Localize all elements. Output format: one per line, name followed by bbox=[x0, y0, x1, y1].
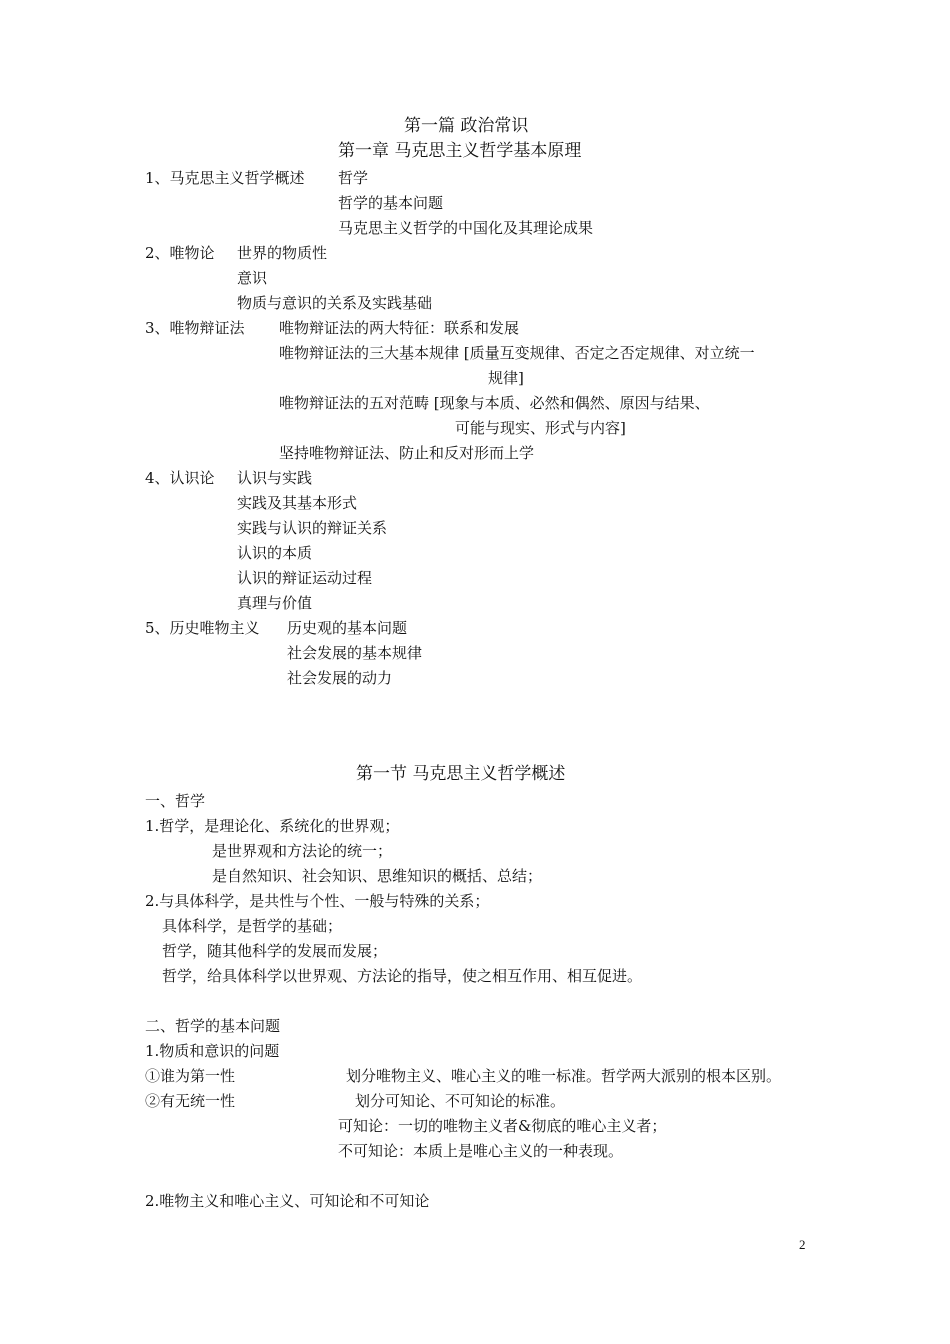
chapter-title: 第一章 马克思主义哲学基本原理 bbox=[338, 141, 582, 161]
paragraph: 2.唯物主义和唯心主义、可知论和不可知论 bbox=[145, 1192, 430, 1210]
outline-3-item: 唯物辩证法的三大基本规律 [质量互变规律、否定之否定规律、对立统一 bbox=[279, 344, 755, 362]
section-title: 第一节 马克思主义哲学概述 bbox=[356, 764, 566, 784]
outline-2-item: 世界的物质性 bbox=[237, 244, 328, 262]
question-item: ②有无统一性 bbox=[145, 1092, 236, 1110]
outline-4-item: 实践与认识的辩证关系 bbox=[237, 519, 388, 537]
outline-3-item: 坚持唯物辩证法、防止和反对形而上学 bbox=[279, 444, 535, 462]
outline-1-item: 马克思主义哲学的中国化及其理论成果 bbox=[338, 219, 594, 237]
paragraph: 2.与具体科学，是共性与个性、一般与特殊的关系； bbox=[145, 892, 490, 910]
paragraph: 1.哲学，是理论化、系统化的世界观； bbox=[145, 817, 400, 835]
outline-4-item: 实践及其基本形式 bbox=[237, 494, 358, 512]
part2-heading: 二、哲学的基本问题 bbox=[145, 1017, 281, 1035]
paragraph: 可知论：一切的唯物主义者&彻底的唯心主义者； bbox=[338, 1117, 667, 1135]
outline-1-item: 哲学的基本问题 bbox=[338, 194, 444, 212]
outline-4-item: 认识的本质 bbox=[237, 544, 313, 562]
outline-5-item: 社会发展的基本规律 bbox=[287, 644, 423, 662]
paragraph: 具体科学，是哲学的基础； bbox=[162, 917, 343, 935]
paragraph: 1.物质和意识的问题 bbox=[145, 1042, 280, 1060]
paragraph: 哲学，给具体科学以世界观、方法论的指导，使之相互作用、相互促进。 bbox=[162, 967, 643, 985]
outline-2-item: 意识 bbox=[237, 269, 268, 287]
outline-3-item: 唯物辩证法的五对范畴 [现象与本质、必然和偶然、原因与结果、 bbox=[279, 394, 710, 412]
question-answer: 划分可知论、不可知论的标准。 bbox=[355, 1092, 566, 1110]
outline-4-item: 认识的辩证运动过程 bbox=[237, 569, 373, 587]
outline-2-item: 物质与意识的关系及实践基础 bbox=[237, 294, 433, 312]
outline-4-label: 4、认识论 bbox=[145, 469, 215, 487]
paragraph: 是自然知识、社会知识、思维知识的概括、总结； bbox=[212, 867, 543, 885]
question-item: ①谁为第一性 bbox=[145, 1067, 236, 1085]
paragraph: 哲学，随其他科学的发展而发展； bbox=[162, 942, 388, 960]
outline-1-label: 1、马克思主义哲学概述 bbox=[145, 169, 305, 187]
question-answer: 划分唯物主义、唯心主义的唯一标准。哲学两大派别的根本区别。 bbox=[346, 1067, 782, 1085]
outline-1-item: 哲学 bbox=[338, 169, 369, 187]
part-title: 第一篇 政治常识 bbox=[404, 116, 529, 136]
outline-3-item-cont: 规律] bbox=[488, 369, 524, 387]
outline-2-label: 2、唯物论 bbox=[145, 244, 215, 262]
paragraph: 不可知论：本质上是唯心主义的一种表现。 bbox=[338, 1142, 624, 1160]
page-number: 2 bbox=[799, 1237, 806, 1252]
paragraph: 是世界观和方法论的统一； bbox=[212, 842, 393, 860]
outline-3-item: 唯物辩证法的两大特征：联系和发展 bbox=[279, 319, 520, 337]
outline-3-label: 3、唯物辩证法 bbox=[145, 319, 245, 337]
outline-4-item: 真理与价值 bbox=[237, 594, 313, 612]
outline-5-item: 社会发展的动力 bbox=[287, 669, 393, 687]
outline-4-item: 认识与实践 bbox=[237, 469, 313, 487]
outline-5-label: 5、历史唯物主义 bbox=[145, 619, 260, 637]
outline-5-item: 历史观的基本问题 bbox=[287, 619, 408, 637]
part1-heading: 一、哲学 bbox=[145, 792, 206, 810]
outline-3-item-cont: 可能与现实、形式与内容] bbox=[455, 419, 626, 437]
